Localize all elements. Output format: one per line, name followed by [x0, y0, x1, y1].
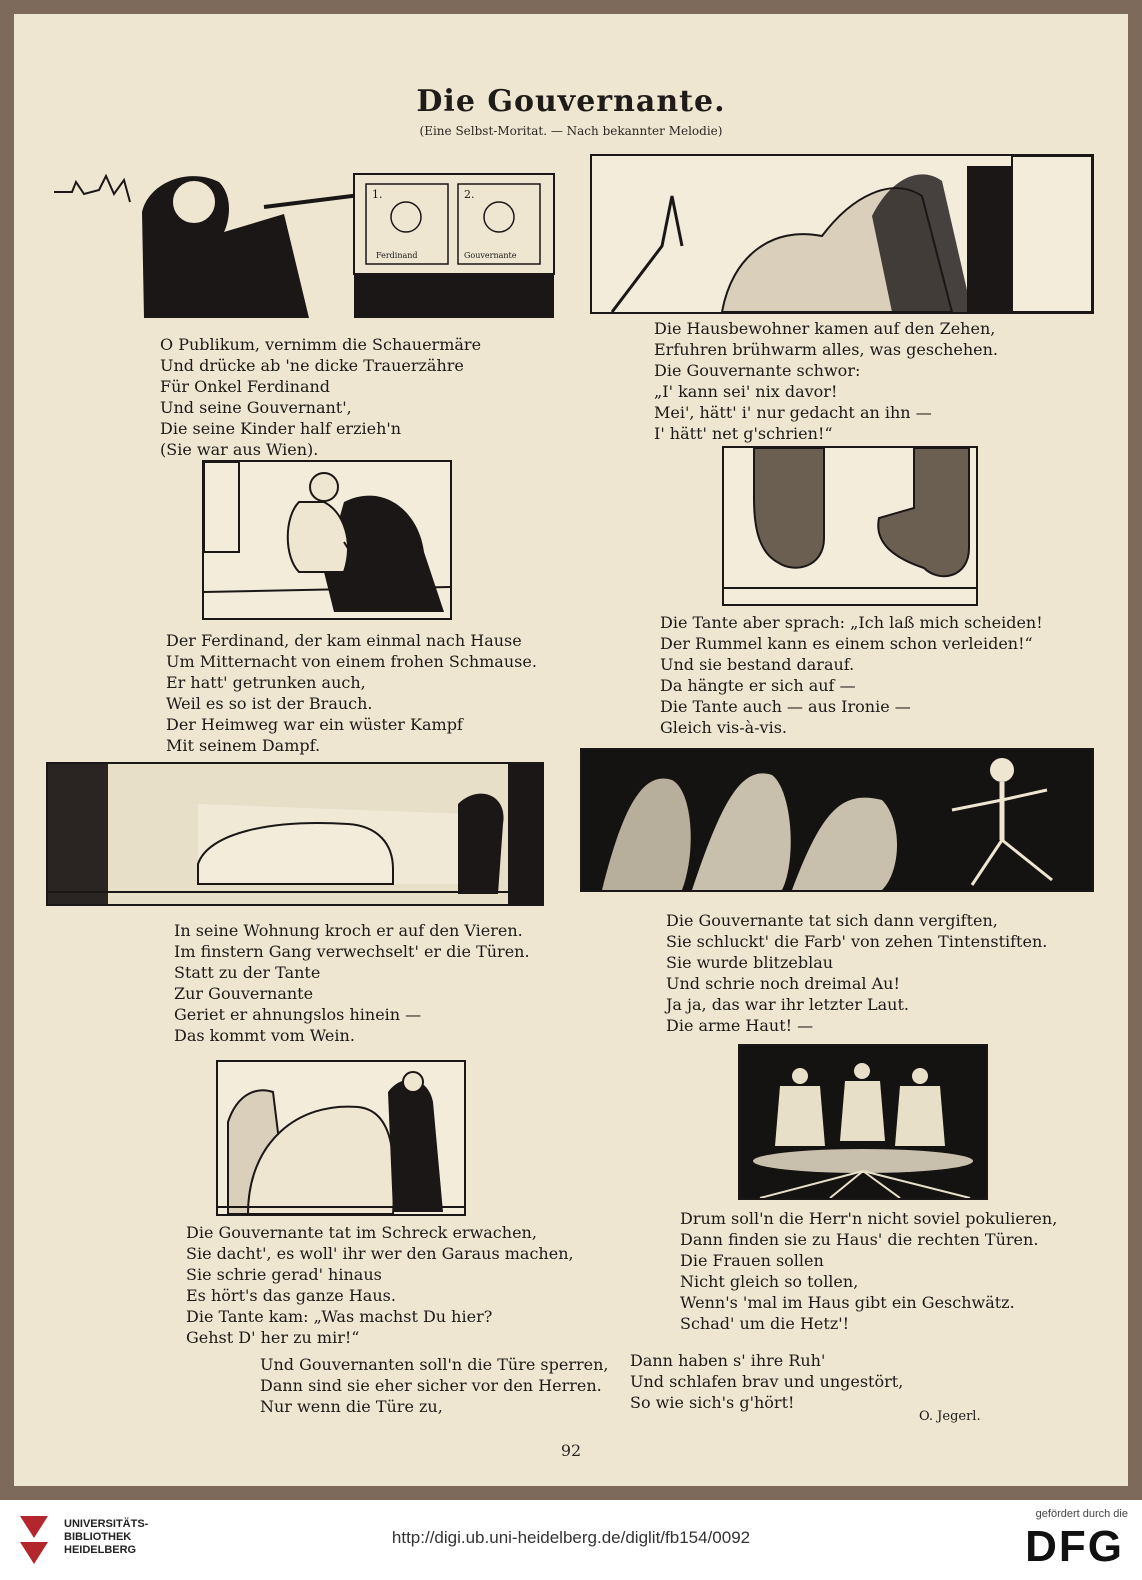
dfg-logo: DFG [1025, 1522, 1124, 1571]
stanza-line: In seine Wohnung kroch er auf den Vieren. [174, 921, 523, 940]
stanza-line: Der Rummel kann es einem schon verleiden!“ [660, 634, 1033, 653]
stanza-line: Die Frauen sollen [680, 1251, 824, 1270]
stanza-line: Und schlafen brav und ungestört, [630, 1372, 904, 1391]
stanza-line: Dann haben s' ihre Ruh' [630, 1351, 826, 1370]
stanza-line: So wie sich's g'hört! [630, 1393, 795, 1412]
stanza-8 [680, 1208, 1057, 1334]
illustration-ferdinand-walking [202, 460, 452, 620]
bedroom-drawing [48, 764, 542, 904]
footer-bar [0, 1500, 1142, 1580]
stanza-line: Weil es so ist der Brauch. [166, 694, 373, 713]
stanza-line: Die Tante auch — aus Ironie — [660, 697, 911, 716]
stanza-line: Mit seinem Dampf. [166, 736, 321, 755]
angels-drawing [740, 1046, 986, 1198]
stanza-line: „I' kann sei' nix davor! [654, 382, 838, 401]
stanza-line: Es hört's das ganze Haus. [186, 1286, 396, 1305]
residents-drawing [592, 156, 1092, 312]
stanza-line: Die seine Kinder half erzieh'n [160, 419, 402, 438]
funded-by-label: gefördert durch die [1035, 1508, 1128, 1520]
portrait-caption-1: Ferdinand [376, 251, 418, 260]
stanza-line: Mei', hätt' i' nur gedacht an ihn — [654, 403, 932, 422]
walking-drawing [204, 462, 450, 618]
stanza-3 [166, 630, 537, 756]
ghosts-drawing [582, 750, 1092, 890]
stanza-line: Sie schrie gerad' hinaus [186, 1265, 382, 1284]
stanza-line: Da hängte er sich auf — [660, 676, 856, 695]
stanza-4 [660, 612, 1043, 738]
stanza-line: Geriet er ahnungslos hinein — [174, 1005, 422, 1024]
stanza-line: Sie wurde blitzeblau [666, 953, 834, 972]
stanza-line: Die Gouvernante schwor: [654, 361, 861, 380]
author-signature: O. Jegerl. [919, 1409, 981, 1424]
stanza-line: Der Ferdinand, der kam einmal nach Hause [166, 631, 522, 650]
illustration-angels [738, 1044, 988, 1200]
page-number: 92 [560, 1441, 582, 1460]
magazine-page [14, 14, 1128, 1486]
illustration-awakening [216, 1060, 466, 1216]
awakening-drawing [218, 1062, 464, 1214]
stanza-line: Der Heimweg war ein wüster Kampf [166, 715, 463, 734]
stanza-line: Die arme Haut! — [666, 1016, 814, 1035]
stanza-line: Gehst D' her zu mir!“ [186, 1328, 360, 1347]
stanza-line: Die Gouvernante tat im Schreck erwachen, [186, 1223, 537, 1242]
library-name-line: BIBLIOTHEK [64, 1531, 132, 1543]
poem-subtitle: (Eine Selbst-Moritat. — Nach bekannter Melodie) [419, 124, 723, 138]
stanza-line: Dann sind sie eher sicher vor den Herren. [260, 1376, 602, 1395]
stanza-2 [654, 318, 998, 444]
stanza-line: Im finstern Gang verwechselt' er die Türen. [174, 942, 530, 961]
library-name-line: HEIDELBERG [64, 1544, 137, 1556]
illustration-residents [590, 154, 1094, 314]
library-name-line: UNIVERSITÄTS- [64, 1518, 149, 1530]
permalink-url[interactable]: http://digi.ub.uni-heidelberg.de/diglit/fb154/0092 [391, 1528, 751, 1547]
lecturer-drawing [54, 162, 562, 318]
stanza-line: Nur wenn die Türe zu, [260, 1397, 443, 1416]
stanza-line: Schad' um die Hetz'! [680, 1314, 850, 1333]
stanza-line: Dann finden sie zu Haus' die rechten Türen. [680, 1230, 1039, 1249]
stanza-1 [160, 334, 481, 460]
stanza-line: Und seine Gouvernant', [160, 398, 352, 417]
stanza-line: Für Onkel Ferdinand [160, 377, 331, 396]
stanza-line: Und drücke ab 'ne dicke Trauerzähre [160, 356, 464, 375]
portrait-label-1: 1. [372, 188, 383, 201]
illustration-hanging-feet [722, 446, 978, 606]
stanza-line: (Sie war aus Wien). [160, 440, 319, 459]
stanza-line: Sie schluckt' die Farb' von zehen Tintenstiften. [666, 932, 1048, 951]
stanza-line: Drum soll'n die Herr'n nicht soviel pokulieren, [680, 1209, 1058, 1228]
stanza-line: Die Gouvernante tat sich dann vergiften, [666, 911, 998, 930]
stanza-line: Die Hausbewohner kamen auf den Zehen, [654, 319, 996, 338]
stanza-5 [174, 920, 530, 1046]
stanza-6 [666, 910, 1047, 1036]
stanza-line: Und schrie noch dreimal Au! [666, 974, 900, 993]
stanza-line: Und sie bestand darauf. [660, 655, 855, 674]
stanza-line: Nicht gleich so tollen, [680, 1272, 859, 1291]
stanza-10 [630, 1350, 903, 1413]
stanza-line: Die Tante aber sprach: „Ich laß mich scheiden! [660, 613, 1043, 632]
stanza-line: O Publikum, vernimm die Schauermäre [160, 335, 482, 354]
stanza-9 [260, 1354, 608, 1417]
portrait-label-2: 2. [464, 188, 475, 201]
portrait-caption-2: Gouvernante [464, 251, 517, 260]
stanza-line: Gleich vis-à-vis. [660, 718, 788, 737]
stanza-line: Zur Gouvernante [174, 984, 314, 1003]
stanza-line: Wenn's 'mal im Haus gibt ein Geschwätz. [680, 1293, 1015, 1312]
stanza-line: Das kommt vom Wein. [174, 1026, 355, 1045]
illustration-ghosts-skeleton [580, 748, 1094, 892]
stanza-7 [186, 1222, 574, 1348]
poem-title: Die Gouvernante. [416, 84, 726, 119]
stanza-line: Erfuhren brühwarm alles, was geschehen. [654, 340, 998, 359]
stanza-line: I' hätt' net g'schrien!“ [654, 424, 833, 443]
stanza-line: Er hatt' getrunken auch, [166, 673, 366, 692]
stanza-line: Und Gouvernanten soll'n die Türe sperren, [260, 1355, 609, 1374]
stanza-line: Um Mitternacht von einem frohen Schmause. [166, 652, 537, 671]
stanza-line: Ja ja, das war ihr letzter Laut. [666, 995, 909, 1014]
feet-drawing [724, 448, 976, 604]
stanza-line: Sie dacht', es woll' ihr wer den Garaus machen, [186, 1244, 574, 1263]
illustration-bedroom [46, 762, 544, 906]
stanza-line: Die Tante kam: „Was machst Du hier? [186, 1307, 493, 1326]
stanza-line: Statt zu der Tante [174, 963, 321, 982]
illustration-lecturer [54, 162, 562, 318]
